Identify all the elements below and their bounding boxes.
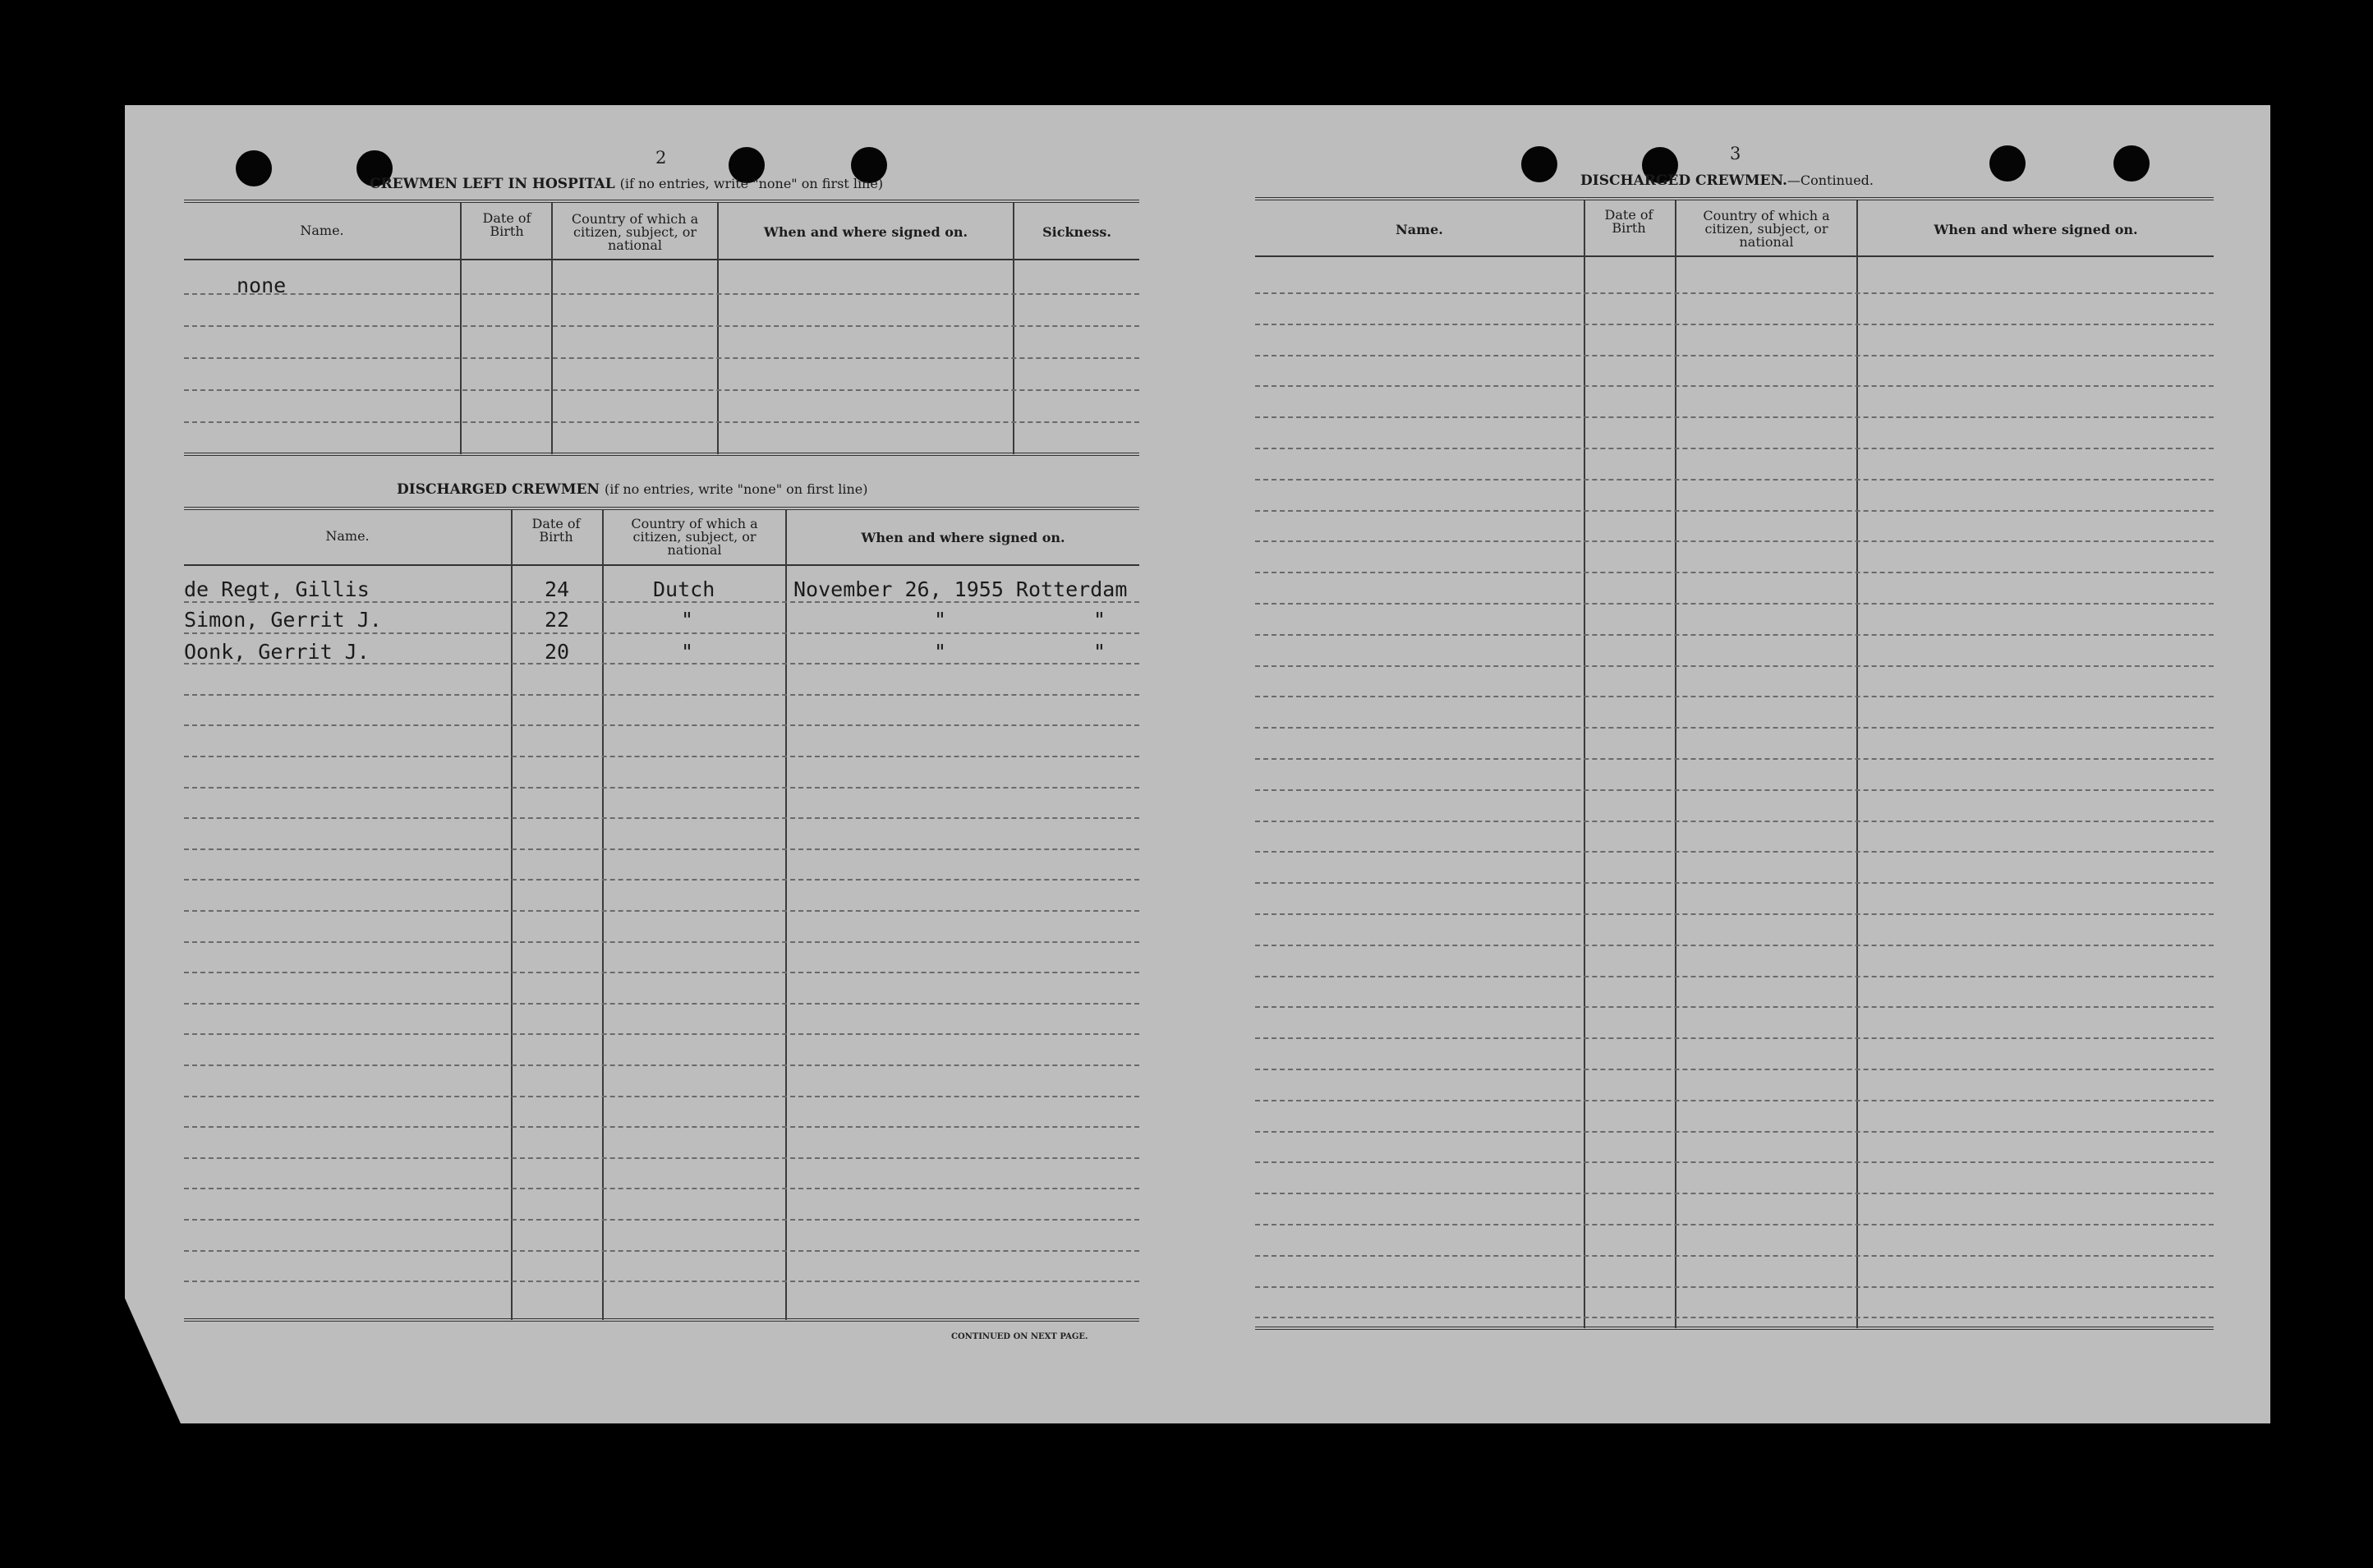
ruled-dotted-line: [184, 941, 1139, 943]
right-col-dob: Date of Birth: [1604, 207, 1653, 236]
discharged-col-divider: [602, 510, 604, 1320]
ruled-dotted-line: [1255, 851, 2214, 853]
hospital-col-signed: When and where signed on.: [763, 224, 968, 240]
punch-hole: [1989, 145, 2026, 182]
discharged-header-rule: [184, 564, 1139, 566]
right-col-divider: [1856, 200, 1858, 1328]
ruled-dotted-line: [184, 694, 1139, 696]
ruled-dotted-line: [1255, 634, 2214, 636]
ruled-dotted-line: [184, 848, 1139, 850]
ruled-dotted-line: [1255, 1161, 2214, 1163]
ruled-dotted-line: [1255, 1193, 2214, 1194]
hospital-note: (if no entries, write "none" on first line): [619, 176, 884, 191]
right-title-suffix: —Continued.: [1787, 172, 1874, 188]
hospital-col-divider: [717, 203, 719, 454]
ruled-dotted-line: [184, 1096, 1139, 1097]
ruled-dotted-line: [184, 1188, 1139, 1189]
hospital-none-entry: none: [237, 274, 287, 297]
ruled-dotted-line: [1255, 479, 2214, 481]
ruled-dotted-line: [1255, 540, 2214, 542]
hospital-col-sickness: Sickness.: [1042, 224, 1111, 240]
punch-hole: [236, 150, 272, 186]
row3-age: 20: [545, 640, 570, 664]
right-bottom-rule: [1255, 1327, 2214, 1330]
row2-name: Simon, Gerrit J.: [184, 608, 382, 632]
ruled-dotted-line: [184, 879, 1139, 881]
row2-signed-place: ": [1093, 608, 1106, 632]
row2-signed-date: ": [934, 608, 947, 632]
hospital-dotted-line: [184, 421, 1139, 423]
right-top-rule: [1255, 197, 2214, 200]
discharged-col-divider: [511, 510, 513, 1320]
ruled-dotted-line: [184, 632, 1139, 634]
hospital-col-dob: Date of Birth: [482, 210, 531, 239]
hospital-col-country: Country of which a citizen, subject, or national: [571, 211, 699, 253]
ruled-dotted-line: [1255, 696, 2214, 697]
page-number-right: 3: [1730, 144, 1741, 163]
ruled-dotted-line: [1255, 882, 2214, 884]
row1-age: 24: [545, 577, 570, 601]
ruled-dotted-line: [184, 601, 1139, 603]
row3-name: Oonk, Gerrit J.: [184, 640, 370, 664]
ruled-dotted-line: [1255, 572, 2214, 573]
ruled-dotted-line: [1255, 603, 2214, 605]
ruled-dotted-line: [1255, 727, 2214, 729]
row1-country: Dutch: [653, 577, 715, 601]
hospital-col-divider: [551, 203, 553, 454]
ruled-dotted-line: [1255, 913, 2214, 915]
hospital-top-rule: [184, 200, 1139, 203]
hospital-bottom-rule: [184, 453, 1139, 456]
ruled-dotted-line: [184, 1219, 1139, 1221]
ruled-dotted-line: [184, 1033, 1139, 1035]
ruled-dotted-line: [1255, 976, 2214, 977]
ruled-dotted-line: [1255, 1224, 2214, 1225]
right-section-title: [1580, 172, 1874, 189]
right-col-country: Country of which a citizen, subject, or national: [1703, 208, 1830, 250]
ruled-dotted-line: [1255, 416, 2214, 418]
ruled-dotted-line: [184, 1064, 1139, 1066]
ruled-dotted-line: [184, 910, 1139, 912]
hospital-dotted-line: [184, 293, 1139, 295]
row3-country: ": [681, 640, 694, 664]
right-col-divider: [1584, 200, 1585, 1328]
ruled-dotted-line: [184, 972, 1139, 973]
ruled-dotted-line: [1255, 292, 2214, 294]
hospital-header-rule: [184, 259, 1139, 260]
ruled-dotted-line: [1255, 1317, 2214, 1318]
ruled-dotted-line: [1255, 1131, 2214, 1133]
right-title: DISCHARGED CREWMEN.: [1580, 172, 1787, 189]
continued-footer: CONTINUED ON NEXT PAGE.: [951, 1332, 1088, 1341]
ruled-dotted-line: [184, 787, 1139, 789]
hospital-section-title: [370, 176, 883, 192]
row2-country: ": [681, 608, 694, 632]
hospital-col-divider: [460, 203, 462, 454]
ruled-dotted-line: [1255, 758, 2214, 760]
ruled-dotted-line: [1255, 1006, 2214, 1008]
form-sheet: [125, 105, 2270, 1423]
ruled-dotted-line: [184, 1126, 1139, 1128]
ruled-dotted-line: [1255, 789, 2214, 791]
row2-age: 22: [545, 608, 570, 632]
ruled-dotted-line: [184, 1003, 1139, 1005]
ruled-dotted-line: [1255, 945, 2214, 946]
discharged-col-divider: [785, 510, 787, 1320]
hospital-col-divider: [1013, 203, 1014, 454]
ruled-dotted-line: [184, 1157, 1139, 1159]
ruled-dotted-line: [1255, 1255, 2214, 1257]
ruled-dotted-line: [184, 756, 1139, 757]
ruled-dotted-line: [1255, 665, 2214, 667]
page-number-left: 2: [655, 148, 667, 168]
row1-name: de Regt, Gillis: [184, 577, 370, 601]
ruled-dotted-line: [1255, 1069, 2214, 1070]
discharged-top-rule: [184, 507, 1139, 510]
discharged-col-signed: When and where signed on.: [861, 530, 1065, 545]
discharged-col-dob: Date of Birth: [531, 516, 581, 545]
right-header-rule: [1255, 255, 2214, 257]
ruled-dotted-line: [1255, 448, 2214, 449]
ruled-dotted-line: [184, 1250, 1139, 1252]
discharged-section-title: [397, 481, 867, 498]
ruled-dotted-line: [1255, 1100, 2214, 1101]
ruled-dotted-line: [1255, 355, 2214, 356]
discharged-col-country: Country of which a citizen, subject, or national: [631, 516, 758, 558]
ruled-dotted-line: [1255, 385, 2214, 387]
hospital-col-name: Name.: [300, 223, 344, 238]
right-col-name: Name.: [1396, 222, 1443, 237]
discharged-note: (if no entries, write "none" on first line): [604, 481, 868, 497]
punch-hole: [2113, 145, 2150, 182]
hospital-title: CREWMEN LEFT IN HOSPITAL: [370, 176, 615, 192]
hospital-dotted-line: [184, 357, 1139, 359]
hospital-dotted-line: [184, 325, 1139, 327]
ruled-dotted-line: [1255, 1286, 2214, 1288]
ruled-dotted-line: [1255, 821, 2214, 822]
hospital-dotted-line: [184, 389, 1139, 391]
ruled-dotted-line: [1255, 1037, 2214, 1039]
row3-signed-place: ": [1093, 640, 1106, 664]
ruled-dotted-line: [1255, 510, 2214, 512]
right-col-divider: [1675, 200, 1676, 1328]
ruled-dotted-line: [184, 817, 1139, 819]
discharged-bottom-rule: [184, 1318, 1139, 1322]
punch-hole: [1521, 146, 1557, 182]
right-col-signed: When and where signed on.: [1934, 222, 2138, 237]
row1-signed-on: November 26, 1955 Rotterdam: [793, 577, 1128, 601]
row3-signed-date: ": [934, 640, 947, 664]
discharged-col-name: Name.: [325, 528, 370, 544]
ruled-dotted-line: [1255, 324, 2214, 325]
ruled-dotted-line: [184, 1281, 1139, 1282]
ruled-dotted-line: [184, 724, 1139, 726]
discharged-title: DISCHARGED CREWMEN: [397, 481, 600, 498]
